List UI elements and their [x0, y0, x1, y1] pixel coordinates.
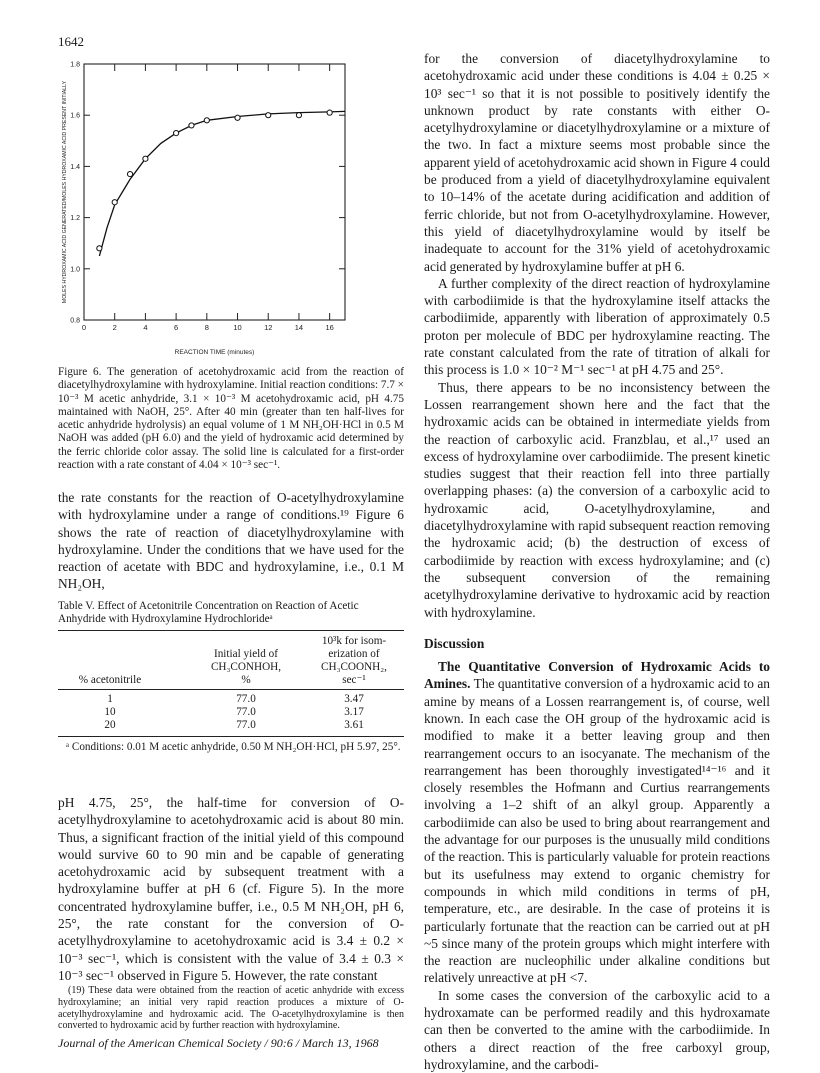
y-tick-label: 1.8 — [70, 61, 80, 69]
y-tick-label: 0.8 — [70, 317, 80, 325]
data-point — [327, 110, 332, 115]
data-point — [112, 200, 117, 205]
table-head-acetonitrile: % acetonitrile — [78, 673, 142, 686]
y-tick-label: 1.0 — [70, 266, 80, 274]
x-tick-label: 8 — [204, 323, 209, 332]
data-point — [296, 113, 301, 118]
left-paragraph-1: the rate constants for the reaction of O-acetylhydroxylamine with hydroxylamine under a range of conditions.¹⁹ Figure 6 shows the rate of reaction of diacetylhydroxylamine with hydroxylamine. Under the conditions that we have used for the reaction of acetate with BDC and hydroxylamine, i.e., 0.1 M NH₂OH, — [58, 490, 404, 592]
subheading: The Quantitative Conversion of Hydroxamic Acids to Amines. — [424, 659, 770, 692]
fit-line — [99, 111, 345, 256]
page-number: 1642 — [58, 34, 84, 49]
table-row: 20 77.0 3.61 — [104, 718, 364, 731]
data-point — [97, 246, 102, 251]
table-header — [58, 631, 404, 689]
data-point — [174, 131, 179, 136]
data-point — [266, 113, 271, 118]
x-tick-label: 6 — [174, 323, 179, 332]
figure-6-chart — [60, 52, 370, 362]
right-paragraph-4: The Quantitative Conversion of Hydroxamic Acids to Amines. The quantitative conversion of a hydroxamic acid to an amine by means of a Lossen rearrangement is, of course, well known. In each case the OH group of the hydroxamic acid is modified to make it a better leaving group and then rearrangement occurs to an isocyanate. The mechanism of the rearrangement has been thoroughly investigated¹⁴⁻¹⁶ and it closely resembles the Hofmann and Curtius rearrangements involving a 1–2 shift of an alkyl group. Apparently a carbodiimide can also be used to bring about rearrangement and the advantage for our purposes is the unusually mild conditions of the reaction. This is particularly valuable for protein reactions but its usefulness may extend to organic chemistry for compounds in which mild conditions in terms of pH, temperature, etc., are desirable. In the case of proteins it is particularly fortunate that the reaction can be carried out at pH ~5 since many of the protein groups which might interfere with the reaction are nucleophilic under alkaline conditions but relatively unreactive at pH <7. — [424, 659, 770, 986]
x-tick-label: 0 — [81, 323, 87, 332]
data-point — [189, 123, 194, 128]
figure-caption-text: The generation of acetohydroxamic acid from the reaction of diacetylhydroxylamine with hydroxylamine. Initial reaction conditions: 7.7 × 10⁻³ M acetic anhydride, 3.1 × 10⁻³ M acetohydroxamic acid, pH 4.75 maintained with NaOH, 25°. After 40 min (greater than ten half-lives for acetic anhydride hydrolysis) an equal volume of 1 M NH₂OH·HCl in 0.5 M NaOH was added (pH 6.0) and the yield of hydroxamic acid determined by the ferric chloride color assay. The solid line is calculated for a first-order reaction with a rate constant of 4.04 × 10⁻³ sec⁻¹. — [58, 366, 404, 472]
data-point — [127, 171, 132, 176]
data-point — [235, 115, 240, 120]
x-tick-label: 2 — [112, 323, 117, 332]
data-point — [204, 118, 209, 123]
table-row: 10 77.0 3.17 — [104, 705, 364, 718]
table-footnote: ᵃ Conditions: 0.01 M acetic anhydride, 0.50 M NH₂OH·HCl, pH 5.97, 25°. — [66, 740, 401, 753]
x-tick-label: 12 — [264, 323, 273, 332]
figure-caption — [58, 366, 404, 472]
y-tick-label: 1.4 — [70, 163, 80, 171]
right-paragraph-1: for the conversion of diacetylhydroxylamine to acetohydroxamic acid under these conditions is 4.04 ± 0.25 × 10³ sec⁻¹ so that it is not possible to positively identify the unknown product by rate constants with either O-acetylhydroxylamine or diacetylhydroxylamine or a mixture of the two. In fact a mixture seems most probable since the apparent yield of acetohydroxamic acid shown in Figure 4 could be produced from a yield of diacetylhydroxylamine equivalent to 10–14% of the acetate during acidification and addition of ferric chloride, but not from O-acetylhydroxylamine. However, this yield of diacetylhydroxylamine would by itself be inadequate to account for the 31% yield of acetohydroxamic acid generated by hydroxylamine buffer at pH 6. — [424, 51, 770, 274]
x-tick-label: 4 — [143, 323, 148, 332]
footnote-19: (19) These data were obtained from the reaction of acetic anhydride with excess hydroxylamine; an initial very rapid reaction produces a mixture of O-acetylhydroxylamine and hydroxamic acid. The O-acetylhydroxylamine is then converted to hydroxamic acid by further reaction with hydroxylamine. — [58, 985, 404, 1032]
table-bottom-rule — [58, 736, 404, 737]
y-tick-label: 1.2 — [70, 215, 80, 223]
table-body — [58, 690, 404, 736]
x-tick-label: 10 — [233, 323, 242, 332]
right-paragraph-2: A further complexity of the direct reaction of hydroxylamine with carbodiimide is that the hydroxylamine itself attacks the carbodiimide, apparently with liberation of approximately 0.5 proton per molecule of BDC per hydroxylamine reacting. The rate constant calculated from the rate of titration of alkali for this process is 1.0 × 10⁻² M⁻¹ sec⁻¹ at pH 4.75 and 25°. — [424, 275, 770, 378]
table-head-rate-constant: 10³k for isom- erization of CH₃COONH₂, sec⁻¹ — [321, 634, 387, 686]
data-point — [143, 156, 148, 161]
journal-footer: Journal of the American Chemical Society / 90:6 / March 13, 1968 — [58, 1036, 379, 1050]
figure-caption-label: Figure 6. — [58, 366, 102, 378]
table-row: 1 77.0 3.47 — [107, 692, 364, 705]
right-column — [424, 50, 770, 1073]
left-paragraph-2: pH 4.75, 25°, the half-time for conversion of O-acetylhydroxylamine to acetohydroxamic acid is about 80 min. Thus, a significant fraction of the initial yield of this compound would survive 60 to 90 min and be capable of generating acetohydroxamic acid by subsequent treatment with a hydroxylamine buffer at pH 6 (cf. Figure 5). In the more concentrated hydroxylamine buffer, i.e., 0.5 M NH₂OH, pH 6, 25°, the rate constant for the conversion of O-acetylhydroxylamine to acetohydroxamic acid is 3.4 ± 0.2 × 10⁻³ sec⁻¹, which is consistent with the value of 3.4 ± 0.3 × 10⁻³ sec⁻¹ observed in Figure 5. However, the rate constant — [58, 795, 404, 983]
x-axis-label: REACTION TIME (minutes) — [174, 349, 255, 356]
table-v — [58, 600, 404, 754]
x-tick-label: 16 — [325, 323, 334, 332]
x-tick-label: 14 — [294, 323, 304, 332]
y-tick-label: 1.6 — [70, 112, 80, 120]
right-paragraph-3: Thus, there appears to be no inconsistency between the Lossen rearrangement shown here and the fact that the hydroxamic acids can be obtained in intermediate yields from the reaction of carboxylic acid. Franzblau, et al.,¹⁷ used an excess of hydroxylamine over carbodiimide. The present kinetic studies suggest that their reaction fell into three partially overlapping phases: (a) the conversion of a carboxylic acid to hydroxamic acid, O-acetylhydroxylamine, and diacetylhydroxylamine with rapid subsequent reaction removing the hydroxamic acid; (b) the destruction of excess of carbodiimide by reaction with excess hydroxylamine; and (c) the subsequent conversion of the remaining acetylhydroxylamine derivative to hydroxamic acid by reaction with hydroxylamine. — [424, 379, 770, 620]
discussion-heading: Discussion — [424, 635, 485, 651]
y-axis-label: MOLES HYDROXAMIC ACID GENERATED/MOLES HYDROXAMIC ACID PRESENT INITIALLY — [62, 80, 68, 304]
right-paragraph-5: In some cases the conversion of the carboxylic acid to a hydroxamate can be performed readily and this hydroxamate can then be converted to the amine with the carbodiimide. In others a direct reaction of the free carboxyl group, hydroxylamine, and the carbodi- — [424, 987, 770, 1072]
table-head-yield: Initial yield of CH₃CONHOH, % — [210, 647, 282, 686]
table-title: Table V. Effect of Acetonitrile Concentration on Reaction of Acetic Anhydride with Hydroxylamine Hydrochlorideᵃ — [58, 600, 359, 626]
